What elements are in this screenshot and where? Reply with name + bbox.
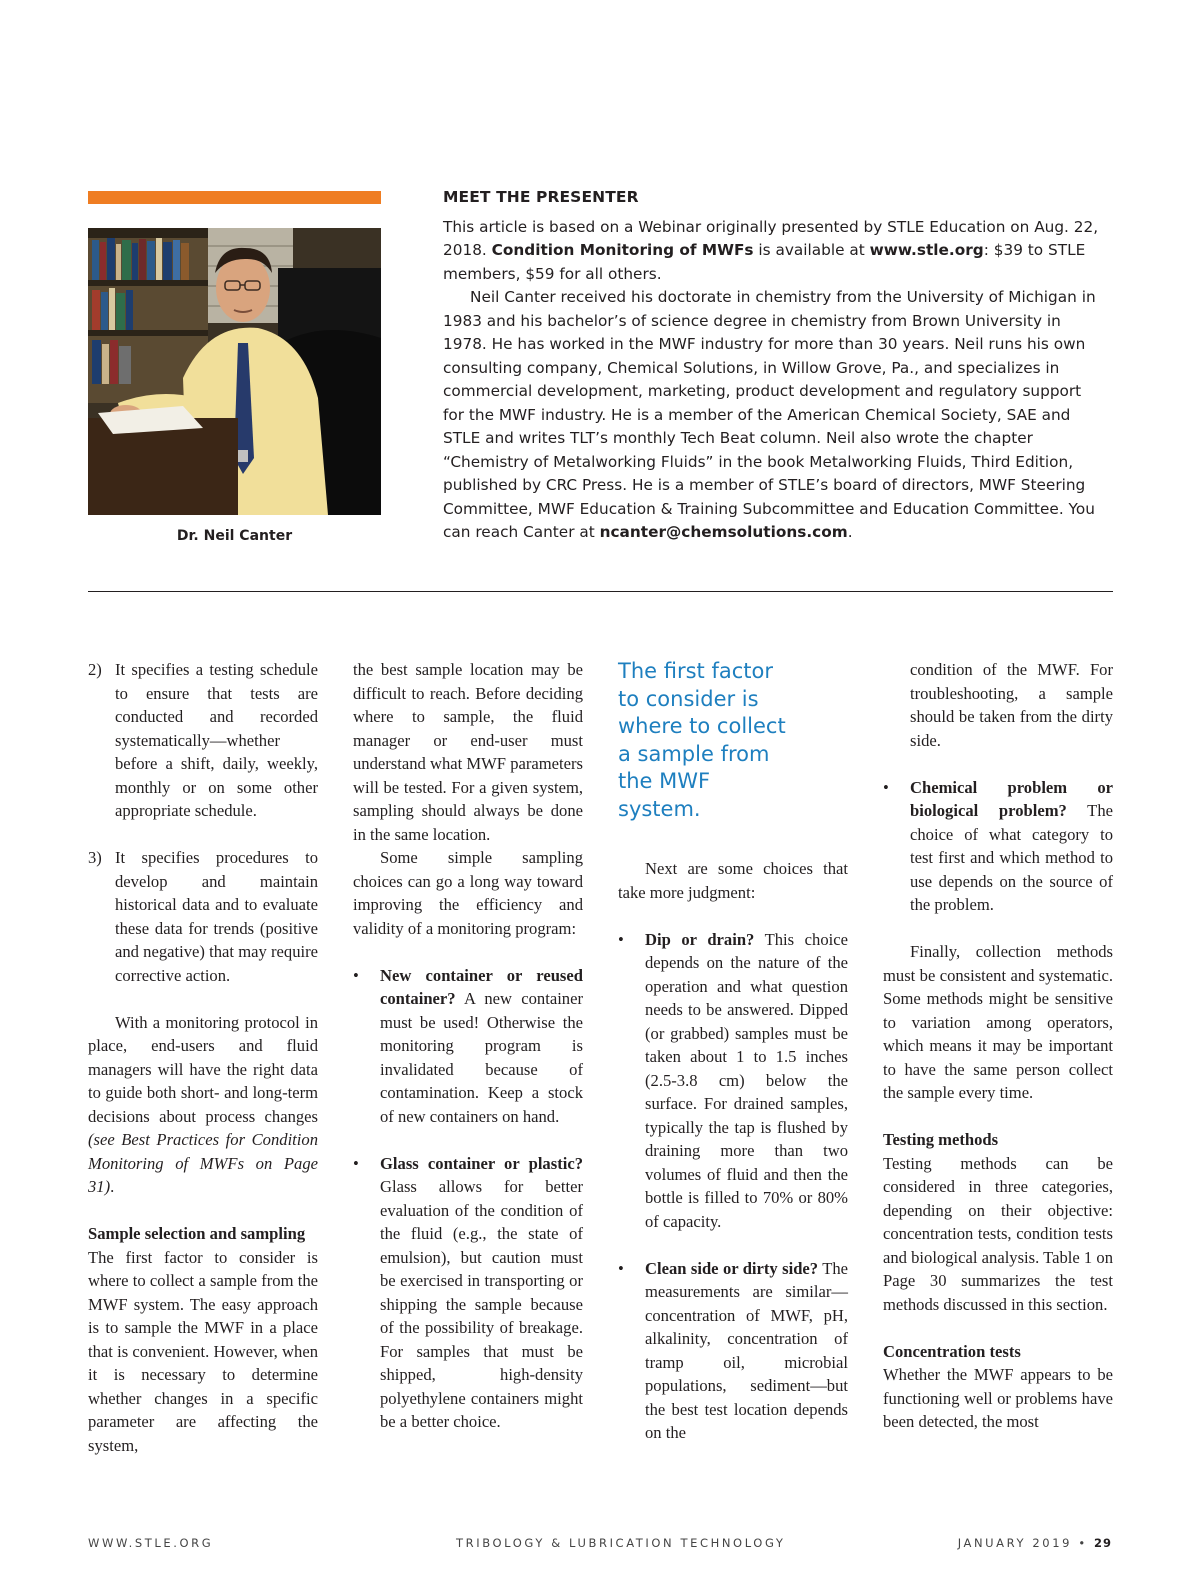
bullet-text: The measurements are similar—concentration of MWF, pH, alkalinity, concentration of tramp oil, microbial populations, sediment—but the best test location depends on the xyxy=(645,1258,848,1442)
column-2 xyxy=(353,658,583,1434)
body-paragraph xyxy=(88,1011,318,1199)
bio-end: . xyxy=(847,523,853,541)
presenter-photo-illustration xyxy=(88,228,381,515)
body-paragraph: the best sample location may be difficult to reach. Before deciding where to sample, the fluid manager or end-user must understand what MWF parameters will be tested. For a given system, sampling should always be done in the same location. xyxy=(353,660,583,844)
bullet-item xyxy=(883,776,1113,917)
section-heading: Sample selection and sampling xyxy=(88,1224,306,1243)
bullet-icon: • xyxy=(353,965,359,985)
section-heading: Testing methods xyxy=(883,1130,999,1149)
column-1 xyxy=(88,658,318,1457)
bio-text: Neil Canter received his doctorate in chemistry from the University of Michigan in 1983 and his bachelor’s of science degree in chemistry from Brown University in 1978. He has worked in the MWF industry for more than 30 years. Neil runs his own consulting company, Chemical Solutions, in Willow Grove, Pa., and specializes in commercial development, marketing, product development and regulatory support for the MWF industry. He is a member of the American Chemical Society, SAE and STLE and writes TLT’s monthly Tech Beat column. Neil also wrote the chapter “Chemistry of Metalworking Fluids” in the book Metalworking Fluids, Third Edition, published by CRC Press. He is a member of STLE’s board of directors, MWF Steering Committee, MWF Education & Training Subcommittee and Education Committee. You can reach Canter at xyxy=(443,288,1096,541)
footer-separator: • xyxy=(1078,1536,1088,1550)
pull-quote: The first factor to consider is where to collect a sample from the MWF system. xyxy=(618,659,786,821)
footer-publication: TRIBOLOGY & LUBRICATION TECHNOLOGY xyxy=(456,1536,786,1550)
paragraph-text: With a monitoring protocol in place, end-users and fluid managers will have the right data to guide both short- and long-term decisions about process changes xyxy=(88,1012,318,1126)
bullet-lead: Chemical problem or biological problem? xyxy=(910,777,1113,820)
body-paragraph: The first factor to consider is where to collect a sample from the MWF system. The easy approach is to sample the MWF in a place that is convenient. However, when it is necessary to determine whether changes in a specific parameter are affecting the system, xyxy=(88,1247,318,1455)
footer-date-page xyxy=(958,1536,1112,1550)
cross-reference: (see Best Practices for Condition Monitoring of MWFs on Page 31) xyxy=(88,1130,318,1196)
bullet-text: This choice depends on the nature of the operation and what question needs to be answered. Dipped (or grabbed) samples must be taken about 1 to 1.5 inches (2.5-3.8 cm) below the surface. For drained samples, typically the tap is flushed by draining more than two volumes of fluid and then the bottle is filled to 70% or 80% of capacity. xyxy=(645,929,848,1231)
list-item xyxy=(88,658,318,823)
bullet-icon: • xyxy=(883,777,889,797)
body-paragraph: Whether the MWF appears to be functioning well or problems have been detected, the most xyxy=(883,1365,1113,1431)
intro-text-3: : $39 to STLE members, $59 for all others. xyxy=(443,241,1086,283)
bullet-icon: • xyxy=(353,1153,359,1173)
list-text: It specifies procedures to develop and maintain historical data and to evaluate these data for trends (positive and negative) that may require corrective action. xyxy=(115,848,318,985)
bullet-lead: Glass container or plastic? xyxy=(380,1153,583,1173)
course-title: Condition Monitoring of MWFs xyxy=(491,241,754,259)
bullet-text: The choice of what category to test first and which method to use depends on the source of the problem. xyxy=(910,801,1113,914)
accent-bar xyxy=(88,191,381,204)
bullet-lead: Clean side or dirty side? xyxy=(645,1258,819,1278)
bullet-item xyxy=(618,1257,848,1445)
website-link[interactable]: www.stle.org xyxy=(869,241,984,259)
body-paragraph: Testing methods can be considered in three categories, depending on their objective: concentration tests, condition tests and biological analysis. Table 1 on Page 30 summarizes the test methods discussed in this section. xyxy=(883,1153,1113,1314)
bullet-item xyxy=(353,1152,583,1434)
section-divider xyxy=(88,591,1113,592)
presenter-intro xyxy=(443,216,1103,287)
presenter-heading: MEET THE PRESENTER xyxy=(443,188,639,206)
bullet-icon: • xyxy=(618,1258,624,1278)
body-paragraph: Finally, collection methods must be consistent and systematic. Some methods might be sensitive to variation among operators, which means it may be important to have the same person collect the sample every time. xyxy=(883,942,1113,1102)
bullet-lead: New container or reused container? xyxy=(380,965,583,1008)
column-4 xyxy=(883,658,1113,1434)
bullet-text: Glass allows for better evaluation of the condition of the fluid (e.g., the state of emulsion), but caution must be exercised in transporting or shipping the sample because of the possibility of breakage. For samples that must be shipped, high-density polyethylene containers might be a better choice. xyxy=(380,1177,583,1431)
column-3 xyxy=(618,658,848,1445)
bullet-lead: Dip or drain? xyxy=(645,929,755,949)
paragraph-end: . xyxy=(110,1177,115,1196)
body-paragraph: Next are some choices that take more judgment: xyxy=(618,859,848,902)
list-number: 2) xyxy=(88,660,102,679)
intro-text: This article is based on a Webinar originally presented by STLE Education on Aug. 22, 2018. xyxy=(443,217,1099,259)
bullet-item xyxy=(353,964,583,1129)
list-number: 3) xyxy=(88,848,102,867)
email-link[interactable]: ncanter@chemsolutions.com xyxy=(599,523,848,541)
intro-text-2: is available at xyxy=(753,241,870,259)
list-item xyxy=(88,846,318,987)
bullet-text: A new container must be used! Otherwise the monitoring program is invalidated because of contamination. Keep a stock of new containers on hand. xyxy=(380,989,583,1126)
section-heading: Concentration tests xyxy=(883,1341,1021,1361)
list-text: It specifies a testing schedule to ensure that tests are conducted and recorded systematically—whether before a shift, daily, weekly, monthly or on some other appropriate schedule. xyxy=(115,660,318,820)
footer-website: WWW.STLE.ORG xyxy=(88,1536,214,1550)
bullet-icon: • xyxy=(618,929,624,949)
body-paragraph: condition of the MWF. For troubleshooting, a sample should be taken from the dirty side. xyxy=(910,660,1113,750)
bullet-item xyxy=(618,928,848,1234)
body-paragraph: Some simple sampling choices can go a long way toward improving the efficiency and validity of a monitoring program: xyxy=(353,848,583,938)
page-number: 29 xyxy=(1093,1536,1112,1550)
presenter-box xyxy=(443,186,1103,545)
presenter-photo xyxy=(88,228,381,515)
footer-date: JANUARY 2019 xyxy=(957,1536,1073,1550)
photo-caption: Dr. Neil Canter xyxy=(176,528,293,544)
presenter-bio xyxy=(443,286,1103,545)
